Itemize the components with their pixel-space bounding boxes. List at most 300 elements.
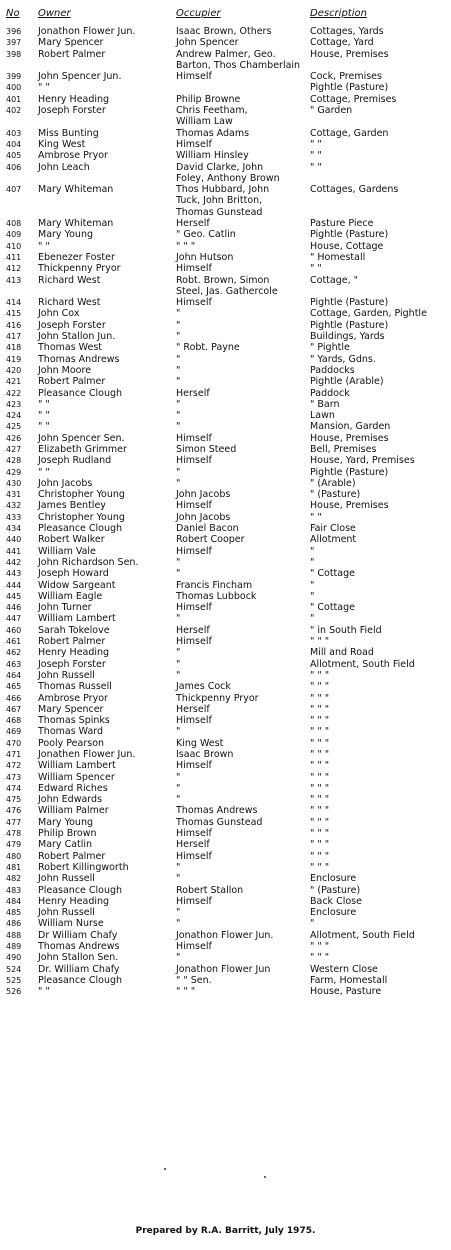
table-row: [6, 783, 446, 794]
row-occupier: Thomas Adams: [176, 127, 250, 139]
row-number: 417: [6, 332, 22, 342]
table-row: [6, 49, 446, 60]
row-occupier: ": [176, 331, 181, 343]
table-row: [6, 320, 446, 331]
table-row: [6, 26, 446, 37]
row-number: 426: [6, 433, 22, 443]
header-occupier: Occupier: [176, 8, 221, 19]
row-owner: Christopher Young: [38, 511, 125, 523]
table-row: [6, 964, 446, 975]
row-occupier: Thos Hubbard, John: [176, 184, 270, 196]
row-description: " " ": [310, 749, 330, 760]
table-row: [6, 726, 446, 737]
table-row: [6, 455, 446, 466]
table-row: [6, 557, 446, 568]
table-row: [6, 862, 446, 873]
row-owner: William Spencer: [38, 771, 115, 783]
stray-mark: [164, 1168, 166, 1170]
row-occupier: Himself: [176, 545, 212, 557]
row-description: Cottage, Yard: [310, 37, 374, 49]
header-description: Description: [310, 8, 367, 19]
row-description: Back Close: [310, 895, 362, 907]
row-owner: John Russell: [38, 669, 95, 681]
row-occupier: John Jacobs: [176, 489, 231, 501]
row-description: " ": [310, 161, 322, 173]
row-description: Pasture Piece: [310, 218, 374, 230]
row-occupier: ": [176, 556, 181, 568]
row-occupier: Herself: [176, 218, 210, 230]
row-description: " " ": [310, 850, 330, 862]
prepared-by-footer: Prepared by R.A. Barritt, July 1975.: [135, 1226, 316, 1236]
row-occupier: Isaac Brown: [176, 749, 234, 760]
row-description: " " ": [310, 828, 330, 840]
row-occupier: Robert Cooper: [176, 534, 245, 546]
table-row: [6, 433, 446, 444]
row-number: 474: [6, 783, 22, 793]
row-owner: Richard West: [38, 274, 101, 286]
row-description: Allotment: [310, 534, 357, 546]
header-owner: Owner: [38, 8, 71, 19]
row-description: " ": [310, 150, 322, 162]
row-description: " " ": [310, 839, 330, 851]
table-row: [6, 760, 446, 771]
row-description: Farm, Homestall: [310, 974, 388, 986]
row-description: " " ": [310, 737, 330, 749]
row-number: 486: [6, 919, 22, 929]
row-number: 525: [6, 975, 22, 985]
row-owner: Mary Whiteman: [38, 184, 114, 196]
row-number: 432: [6, 501, 22, 511]
table-row: [6, 805, 446, 816]
table-row: [6, 546, 446, 557]
row-owner: Richard West: [38, 297, 101, 309]
row-description: Cottage, ": [310, 274, 359, 286]
row-description: " " ": [310, 760, 330, 772]
row-description: Enclosure: [310, 873, 357, 885]
row-number: 400: [6, 83, 22, 93]
table-row: [6, 975, 446, 986]
row-occupier: Herself: [176, 624, 210, 636]
row-description: " Barn: [310, 398, 340, 410]
row-occupier: ": [176, 669, 181, 681]
table-row: [6, 263, 446, 274]
row-occupier: Thomas Lubbock: [176, 590, 257, 602]
row-description: House, Pasture: [310, 986, 382, 998]
row-number: 401: [6, 94, 22, 104]
row-owner: John Stallon Sen.: [38, 952, 119, 964]
row-owner: John Turner: [38, 602, 92, 614]
row-number: 410: [6, 241, 22, 251]
row-owner: Mary Spencer: [38, 37, 104, 49]
row-occupier: Himself: [176, 715, 212, 727]
row-number: 429: [6, 467, 22, 477]
table-row: [6, 794, 446, 805]
row-description: Cottage, Garden, Pightle: [310, 308, 427, 320]
row-owner: Pleasance Clough: [38, 523, 123, 535]
row-occupier: Himself: [176, 895, 212, 907]
row-number: 404: [6, 139, 22, 149]
table-row: [6, 930, 446, 941]
row-owner: John Moore: [38, 364, 92, 376]
table-row: [6, 896, 446, 907]
row-occupier: Himself: [176, 941, 212, 953]
row-number: 422: [6, 388, 22, 398]
row-owner: " ": [38, 82, 50, 94]
row-owner: Mary Whiteman: [38, 218, 114, 230]
row-description: Bell, Premises: [310, 443, 377, 455]
table-row: [6, 817, 446, 828]
row-occupier: James Cock: [176, 681, 231, 693]
table-row: [6, 952, 446, 963]
row-occupier: Himself: [176, 828, 212, 840]
row-number: 407: [6, 185, 22, 195]
row-occupier: Himself: [176, 138, 212, 150]
row-number: 428: [6, 456, 22, 466]
table-row: [6, 670, 446, 681]
row-number: 484: [6, 896, 22, 906]
row-description: " " ": [310, 715, 330, 727]
row-number: 445: [6, 591, 22, 601]
row-occupier: Himself: [176, 297, 212, 309]
row-occupier: Andrew Palmer, Geo.: [176, 48, 276, 60]
row-number: 415: [6, 309, 22, 319]
row-number: 405: [6, 151, 22, 161]
table-row: [6, 308, 446, 319]
row-occupier: Tuck, John Britton,: [176, 195, 263, 207]
table-row: [6, 489, 446, 500]
row-owner: Thomas Spinks: [38, 715, 110, 727]
row-occupier: Himself: [176, 455, 212, 467]
row-number: 482: [6, 874, 22, 884]
table-row: [6, 918, 446, 929]
row-number: 442: [6, 557, 22, 567]
row-occupier: Thomas Gunstead: [176, 206, 263, 218]
row-occupier: ": [176, 613, 181, 625]
table-row: [6, 704, 446, 715]
row-owner: Jonathon Flower Jun.: [38, 26, 136, 37]
row-owner: Elizabeth Grimmer: [38, 443, 127, 455]
row-occupier: Himself: [176, 500, 212, 512]
row-description: ": [310, 613, 315, 625]
row-number: 411: [6, 252, 22, 262]
row-occupier: Himself: [176, 71, 212, 83]
table-row: [6, 647, 446, 658]
row-description: " ": [310, 138, 322, 150]
row-number: 464: [6, 670, 22, 680]
row-number: 468: [6, 716, 22, 726]
row-owner: Pooly Pearson: [38, 737, 105, 749]
row-owner: " ": [38, 421, 50, 433]
row-occupier: King West: [176, 737, 224, 749]
row-occupier: Himself: [176, 760, 212, 772]
row-owner: Pleasance Clough: [38, 974, 123, 986]
table-row: [6, 342, 446, 353]
table-row: [6, 116, 446, 127]
row-number: 441: [6, 546, 22, 556]
row-number: 472: [6, 761, 22, 771]
row-description: " ": [310, 263, 322, 275]
row-occupier: ": [176, 376, 181, 388]
row-number: 471: [6, 750, 22, 759]
row-occupier: Philip Browne: [176, 93, 241, 105]
row-owner: Dr William Chafy: [38, 929, 118, 941]
row-occupier: John Jacobs: [176, 511, 231, 523]
row-number: 408: [6, 219, 22, 229]
table-row: [6, 839, 446, 850]
row-owner: " ": [38, 398, 50, 410]
row-number: 427: [6, 444, 22, 454]
row-owner: Jonathen Flower Jun.: [38, 749, 136, 760]
row-number: 526: [6, 987, 22, 997]
table-row: [6, 275, 446, 286]
table-row: [6, 195, 446, 206]
row-owner: " ": [38, 240, 50, 252]
row-occupier: ": [176, 918, 181, 930]
table-row: [6, 512, 446, 523]
row-occupier: ": [176, 477, 181, 489]
row-occupier: ": [176, 647, 181, 659]
row-description: ": [310, 590, 315, 602]
row-number: 481: [6, 862, 22, 872]
table-row: [6, 625, 446, 636]
row-number: 469: [6, 727, 22, 737]
row-number: 479: [6, 840, 22, 850]
table-row: [6, 94, 446, 105]
row-occupier: Isaac Brown, Others: [176, 26, 272, 37]
row-occupier: Francis Fincham: [176, 579, 253, 591]
row-occupier: Robert Stallon: [176, 884, 244, 896]
row-occupier: David Clarke, John: [176, 161, 264, 173]
row-occupier: ": [176, 861, 181, 873]
row-number: 446: [6, 603, 22, 613]
row-description: Pightle (Arable): [310, 376, 384, 388]
row-number: 434: [6, 524, 22, 534]
row-owner: William Vale: [38, 545, 96, 557]
table-row: [6, 478, 446, 489]
row-number: 420: [6, 365, 22, 375]
row-number: 488: [6, 930, 22, 940]
row-occupier: Jonathon Flower Jun.: [176, 929, 274, 941]
row-description: " " ": [310, 703, 330, 715]
row-description: " " ": [310, 669, 330, 681]
row-owner: Sarah Tokelove: [38, 624, 110, 636]
row-occupier: Herself: [176, 839, 210, 851]
row-description: " " ": [310, 726, 330, 738]
row-occupier: Steel, Jas. Gathercole: [176, 285, 278, 297]
row-number: 467: [6, 704, 22, 714]
row-number: 440: [6, 535, 22, 545]
row-description: Buildings, Yards: [310, 331, 385, 343]
table-row: [6, 851, 446, 862]
table-row: [6, 421, 446, 432]
row-owner: Thomas Ward: [38, 726, 104, 738]
table-row: [6, 162, 446, 173]
row-occupier: ": [176, 364, 181, 376]
table-row: [6, 82, 446, 93]
row-number: 447: [6, 614, 22, 624]
row-number: 466: [6, 693, 22, 703]
row-number: 412: [6, 264, 22, 274]
table-row: [6, 365, 446, 376]
row-occupier: William Hinsley: [176, 150, 249, 162]
row-owner: John Stallon Jun.: [38, 331, 116, 343]
row-occupier: Robt. Brown, Simon: [176, 274, 270, 286]
row-number: 444: [6, 580, 22, 590]
row-occupier: ": [176, 421, 181, 433]
row-owner: James Bentley: [38, 500, 106, 512]
row-number: 398: [6, 49, 22, 59]
row-number: 418: [6, 343, 22, 353]
row-occupier: Herself: [176, 387, 210, 399]
row-description: Pightle (Pasture): [310, 297, 389, 309]
row-owner: Robert Killingworth: [38, 861, 129, 873]
row-occupier: Chris Feetham,: [176, 105, 248, 117]
row-number: 409: [6, 230, 22, 240]
row-number: 416: [6, 320, 22, 330]
row-occupier: ": [176, 658, 181, 670]
table-row: [6, 885, 446, 896]
row-owner: John Leach: [38, 161, 90, 173]
row-description: ": [310, 556, 315, 568]
row-description: Paddocks: [310, 364, 355, 376]
row-description: " (Pasture): [310, 884, 361, 896]
table-row: [6, 693, 446, 704]
table-row: [6, 229, 446, 240]
row-description: " " ": [310, 794, 330, 806]
row-description: Allotment, South Field: [310, 929, 415, 941]
row-number: 462: [6, 648, 22, 658]
row-owner: Christopher Young: [38, 489, 125, 501]
row-number: 489: [6, 942, 22, 952]
row-description: " " ": [310, 681, 330, 693]
table-row: [6, 60, 446, 71]
row-occupier: Barton, Thos Chamberlain: [176, 59, 301, 71]
row-description: " in South Field: [310, 624, 382, 636]
row-description: Mill and Road: [310, 647, 374, 659]
table-row: [6, 591, 446, 602]
table-row: [6, 128, 446, 139]
row-number: 406: [6, 162, 22, 172]
row-owner: Joseph Forster: [38, 319, 106, 331]
row-description: " ": [310, 511, 322, 523]
row-owner: Joseph Howard: [38, 568, 109, 580]
table-row: [6, 173, 446, 184]
row-description: ": [310, 545, 315, 557]
row-description: Paddock: [310, 387, 350, 399]
row-occupier: John Hutson: [176, 251, 234, 263]
row-owner: Robert Walker: [38, 534, 105, 546]
row-owner: Mary Young: [38, 229, 93, 241]
row-number: 476: [6, 806, 22, 816]
row-occupier: ": [176, 466, 181, 478]
row-description: Mansion, Garden: [310, 421, 391, 433]
row-owner: John Jacobs: [38, 477, 93, 489]
row-number: 397: [6, 38, 22, 48]
row-owner: Edward Riches: [38, 782, 108, 794]
row-description: " (Arable): [310, 477, 356, 489]
table-row: [6, 150, 446, 161]
row-owner: Ebenezer Foster: [38, 251, 115, 263]
row-description: House, Premises: [310, 432, 389, 444]
row-occupier: " Geo. Catlin: [176, 229, 236, 241]
row-owner: William Palmer: [38, 805, 109, 817]
table-row: [6, 354, 446, 365]
row-description: " Yards, Gdns.: [310, 353, 376, 365]
row-number: 483: [6, 885, 22, 895]
row-number: 465: [6, 682, 22, 692]
row-number: 460: [6, 625, 22, 635]
table-row: [6, 986, 446, 997]
table-body: [6, 26, 446, 998]
row-owner: William Nurse: [38, 918, 104, 930]
row-owner: Mary Catlin: [38, 839, 93, 851]
row-occupier: " " Sen.: [176, 974, 212, 986]
row-number: 399: [6, 72, 22, 82]
row-occupier: ": [176, 771, 181, 783]
row-occupier: ": [176, 410, 181, 422]
table-row: [6, 636, 446, 647]
row-owner: Robert Palmer: [38, 48, 106, 60]
table-row: [6, 580, 446, 591]
row-occupier: ": [176, 952, 181, 964]
row-owner: Henry Heading: [38, 93, 110, 105]
row-occupier: Herself: [176, 703, 210, 715]
table-row: [6, 410, 446, 421]
row-number: 485: [6, 908, 22, 918]
row-owner: Widow Sargeant: [38, 579, 116, 591]
row-description: Pightle (Pasture): [310, 466, 389, 478]
row-description: House, Premises: [310, 48, 389, 60]
row-occupier: Himself: [176, 636, 212, 648]
row-occupier: Himself: [176, 850, 212, 862]
row-occupier: Jonathon Flower Jun: [176, 963, 271, 975]
row-description: " " ": [310, 952, 330, 964]
row-description: " Homestall: [310, 251, 366, 263]
row-description: ": [310, 918, 315, 930]
row-owner: " ": [38, 986, 50, 998]
row-owner: John Russell: [38, 907, 95, 919]
row-owner: King West: [38, 138, 86, 150]
row-owner: Philip Brown: [38, 828, 97, 840]
row-occupier: ": [176, 568, 181, 580]
row-occupier: ": [176, 319, 181, 331]
row-occupier: ": [176, 782, 181, 794]
row-owner: Thomas West: [38, 342, 103, 354]
row-description: Enclosure: [310, 907, 357, 919]
row-owner: Pleasance Clough: [38, 884, 123, 896]
row-occupier: Himself: [176, 263, 212, 275]
row-description: Western Close: [310, 963, 378, 975]
table-row: [6, 500, 446, 511]
row-number: 414: [6, 298, 22, 308]
row-owner: Ambrose Pryor: [38, 150, 108, 162]
table-row: [6, 772, 446, 783]
row-owner: Thomas Andrews: [38, 941, 120, 953]
row-number: 463: [6, 659, 22, 669]
table-row: [6, 376, 446, 387]
row-description: " " ": [310, 636, 330, 648]
row-description: " " ": [310, 771, 330, 783]
row-number: 477: [6, 817, 22, 827]
table-row: [6, 659, 446, 670]
table-row: [6, 568, 446, 579]
table-row: [6, 388, 446, 399]
table-row: [6, 738, 446, 749]
row-number: 470: [6, 738, 22, 748]
table-row: [6, 286, 446, 297]
table-row: [6, 207, 446, 218]
table-row: [6, 941, 446, 952]
